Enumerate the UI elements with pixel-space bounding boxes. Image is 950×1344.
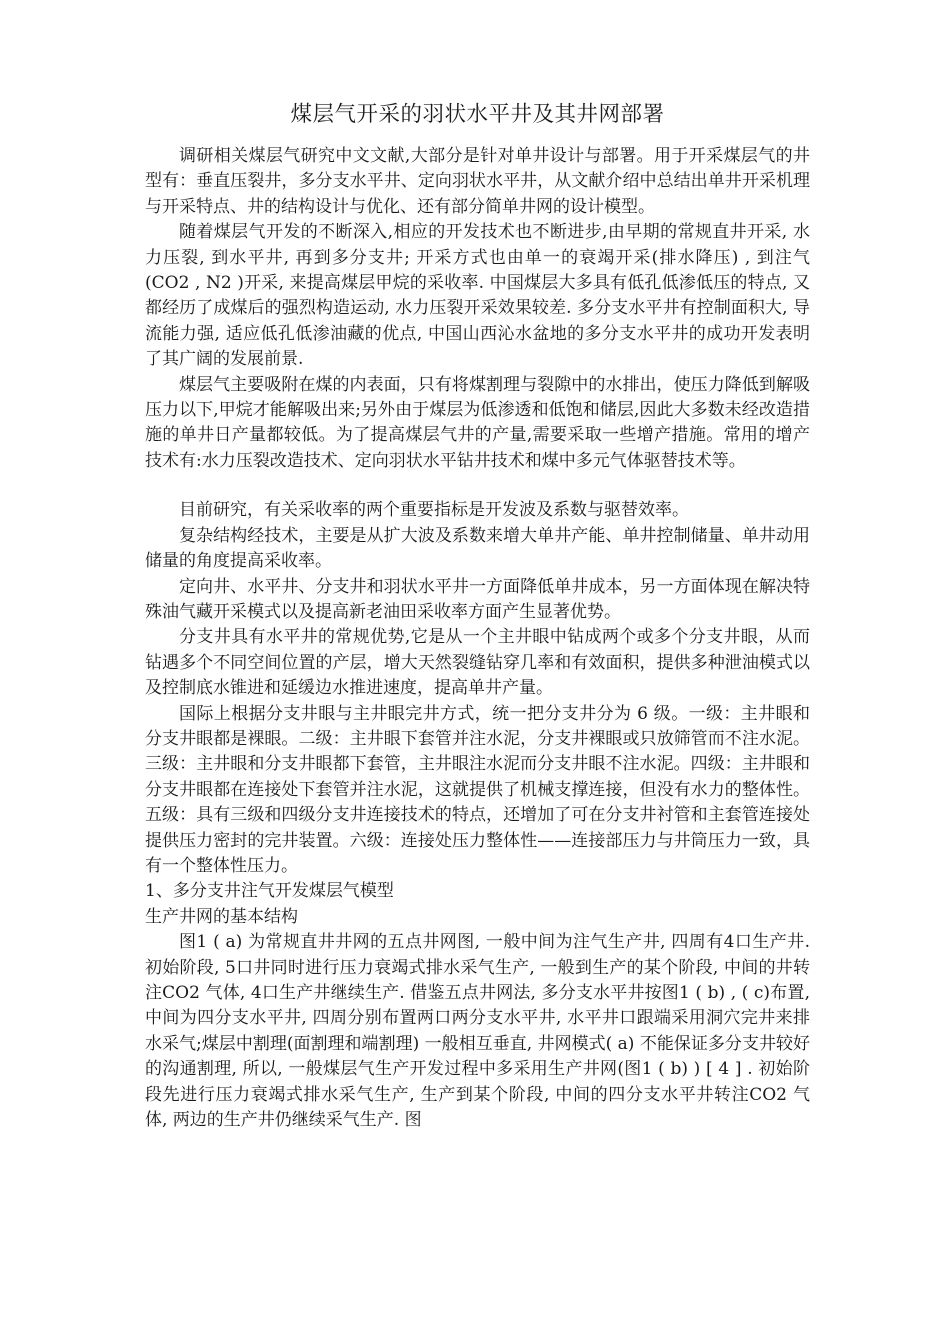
- paragraph-classification: 国际上根据分支井眼与主井眼完井方式，统一把分支井分为 6 级。一级：主井眼和分支井眼都是裸眼。二级：主井眼下套管并注水泥，分支井裸眼或只放筛管而不注水泥。三级：主井眼和分支井眼都下套管，主井眼注水泥而分支井眼不注水泥。四级：主井眼和分支井眼都在连接处下套管并注水泥，这就提供了机械支撑连接，但没有水力的整体性。五级：具有三级和四级分支井连接技术的特点，还增加了可在分支井衬管和主套管连接处提供压力密封的完井装置。六级：连接处压力整体性——连接部压力与井筒压力一致，具有一个整体性压力。: [145, 703, 810, 876]
- heading-well-network: 生产井网的基本结构: [145, 906, 298, 927]
- paragraph-adsorption: 煤层气主要吸附在煤的内表面，只有将煤割理与裂隙中的水排出，使压力降低到解吸压力以下,甲烷才能解吸出来;另外由于煤层为低渗透和低饱和储层,因此大多数未经改造措施的单井日产量都较低。为了提高煤层气井的产量,需要采取一些增产措施。常用的增产技术有:水力压裂改造技术、定向羽状水平钻井技术和煤中多元气体驱替技术等。: [145, 374, 810, 471]
- heading-section-1: 1、多分支井注气开发煤层气模型: [145, 881, 394, 902]
- document-title: 煤层气开采的羽状水平井及其井网部署: [290, 102, 665, 127]
- paragraph-well-types: 定向井、水平井、分支井和羽状水平井一方面降低单井成本，另一方面体现在解决特殊油气藏开采模式以及提高新老油田采收率方面产生显著优势。: [145, 576, 810, 622]
- paragraph-development: 随着煤层气开发的不断深入,相应的开发技术也不断进步,由早期的常规直井开采, 水力压裂, 到水平井, 再到多分支井; 开采方式也由单一的衰竭开采(排水降压) , 到注气(CO2 , N2 )开采, 来提高煤层甲烷的采收率. 中国煤层大多具有低孔低渗低压的特点, 又都经历了成煤后的强烈构造运动, 水力压裂开采效果较差. 多分支水平井有控制面积大, 导流能力强, 适应低孔低渗油藏的优点, 中国山西沁水盆地的多分支水平井的成功开发表明了其广阔的发展前景.: [145, 222, 810, 370]
- paragraph-figure-1: 图1 ( a) 为常规直井井网的五点井网图, 一般中间为注气生产井, 四周有4口生产井. 初始阶段, 5口井同时进行压力衰竭式排水采气生产, 一般到生产的某个阶段, 中间的井转注CO2 气体, 4口生产井继续生产. 借鉴五点井网法, 多分支水平井按图1 ( b) , ( c)布置, 中间为四分支水平井, 四周分别布置两口两分支水平井, 水平井口跟端采用洞穴完井来排水采气;煤层中割理(面割理和端割理) 一般相互垂直, 井网模式( a) 不能保证多分支井较好的沟通割理, 所以, 一般煤层气生产开发过程中多采用生产井网(图1 ( b) ) [ 4 ] . 初始阶段先进行压力衰竭式排水采气生产, 生产到某个阶段, 中间的四分支水平井转注CO2 气体, 两边的生产井仍继续采气生产. 图: [145, 932, 810, 1131]
- paragraph-branch-well: 分支井具有水平井的常规优势,它是从一个主井眼中钻成两个或多个分支井眼，从而钻遇多个不同空间位置的产层，增大天然裂缝钻穿几率和有效面积，提供多种泄油模式以及控制底水锥进和延缓边水推进速度，提高单井产量。: [145, 627, 810, 699]
- paragraph-complex-structure: 复杂结构经技术，主要是从扩大波及系数来增大单井产能、单井控制储量、单井动用储量的角度提高采收率。: [145, 525, 810, 572]
- document-page: [145, 100, 810, 1133]
- section-gap: [145, 474, 810, 498]
- paragraph-intro: 调研相关煤层气研究中文文献,大部分是针对单井设计与部署。用于开采煤层气的井型有：垂直压裂井，多分支水平井、定向羽状水平井，从文献介绍中总结出单井开采机理与开采特点、井的结构设计与优化、还有部分简单井网的设计模型。: [145, 146, 810, 217]
- paragraph-recovery-index: 目前研究，有关采收率的两个重要指标是开发波及系数与驱替效率。: [179, 500, 689, 521]
